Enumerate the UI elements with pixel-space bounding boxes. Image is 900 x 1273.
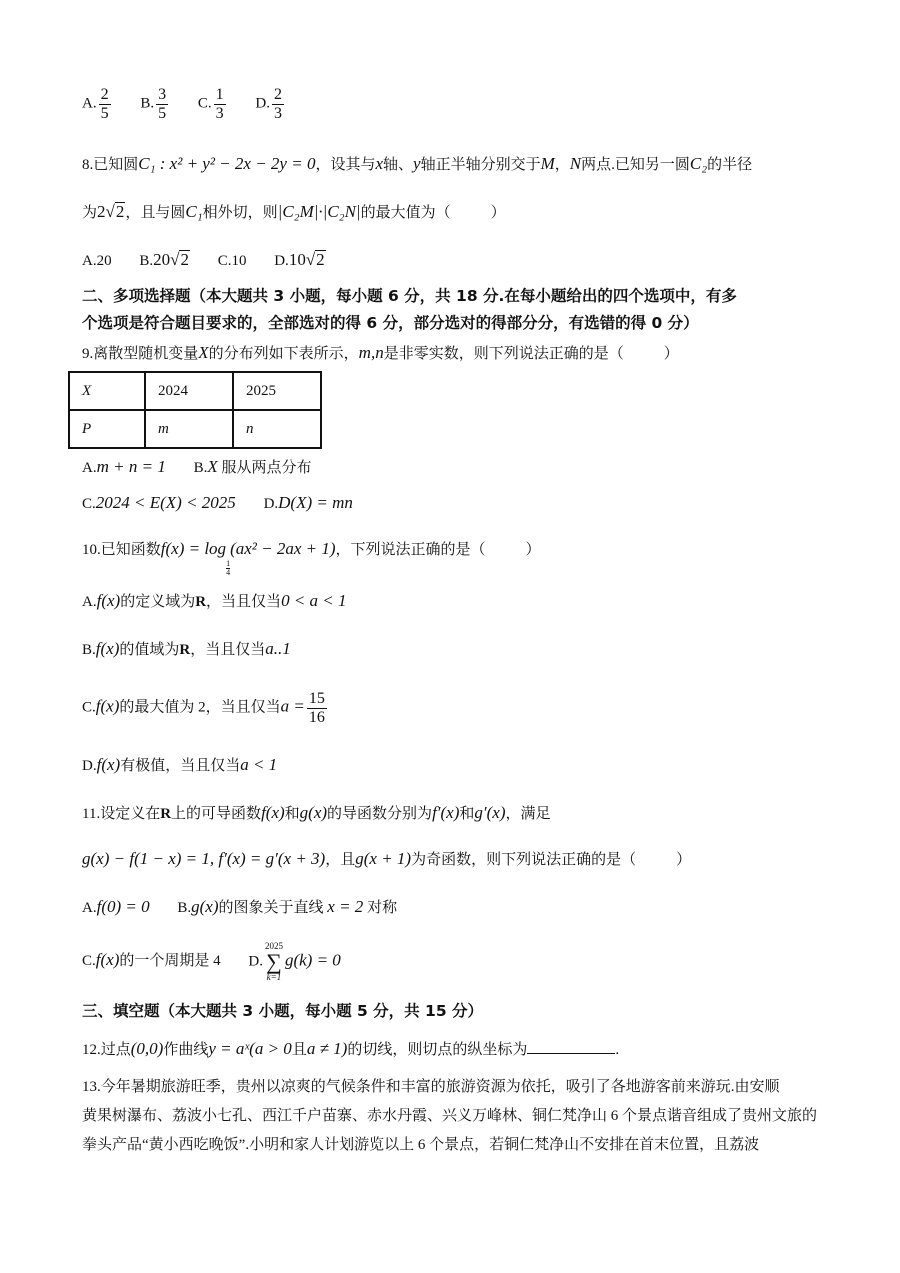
q7-option-a: A. $\frac{2}{5}$ bbox=[82, 86, 109, 122]
q7-option-c: C. $\frac{1}{3}$ bbox=[197, 86, 224, 122]
q11-option-b: B.g(x)的图象关于直线 x = 2 对称 bbox=[177, 897, 398, 916]
q9-stem: 9.离散型随机变量X的分布列如下表所示，m,n是非零实数，则下列说法正确的是（ ） bbox=[82, 343, 679, 362]
q7-option-b: B. $\frac{3}{5}$ bbox=[140, 86, 167, 122]
q11-options-ab bbox=[82, 898, 421, 916]
q8-option-b: B. 20 √ 2 bbox=[139, 250, 189, 269]
q10-option-c: C.f(x)的最大值为 2，当且仅当a = $\frac{15}{16}$ bbox=[82, 690, 325, 726]
distribution-table bbox=[68, 371, 322, 449]
q8-option-d: D. 10 √ 2 bbox=[274, 250, 325, 269]
q12-stem: 12.过点(0,0)作曲线y = aˣ(a > 0且a ≠ 1)的切线，则切点的纵坐标为 . bbox=[82, 1039, 620, 1058]
q8-options bbox=[82, 250, 350, 269]
table-cell: n bbox=[233, 410, 321, 448]
q9-option-d: D.D(X) = mn bbox=[263, 493, 353, 512]
section2-heading-line1: 二、多项选择题（本大题共 3 小题，每小题 6 分，共 18 分.在每小题给出的四个选项中，有多 bbox=[82, 287, 737, 305]
table-row bbox=[69, 410, 321, 448]
q10-option-b: B.f(x)的值域为R，当且仅当a..1 bbox=[82, 639, 291, 658]
table-cell: 2024 bbox=[145, 372, 233, 410]
q8-line1: 8.已知圆C₁ : x² + y² − 2x − 2y = 0，设其与x轴、y轴正半轴分别交于M，N两点.已知另一圆C₂的半径 bbox=[82, 154, 753, 173]
q10-option-a: A.f(x)的定义域为R，当且仅当0 < a < 1 bbox=[82, 591, 347, 610]
q11-option-c: C.f(x)的一个周期是 4 bbox=[82, 950, 221, 970]
q13-line1: 13.今年暑期旅游旺季，贵州以凉爽的气候条件和丰富的旅游资源为依托，吸引了各地游客前来游玩.由安顺 bbox=[82, 1079, 780, 1095]
q7-option-d: D. $\frac{2}{3}$ bbox=[255, 86, 282, 122]
q9-options-ab bbox=[82, 458, 336, 476]
q11-stem-line1: 11.设定义在R上的可导函数f(x)和g(x)的导函数分别为f′(x)和g′(x)，满足 bbox=[82, 803, 551, 822]
q13-line3: 拳头产品“黄小西吃晚饭”.小明和家人计划游览以上 6 个景点，若铜仁梵净山不安排在首末位置，且荔波 bbox=[82, 1137, 760, 1153]
q10-stem: 10.已知函数f(x) = log $\frac{1}{4}$ (ax² − 2ax + 1)，下列说法正确的是（ ） bbox=[82, 539, 541, 577]
table-cell: X bbox=[69, 372, 145, 410]
q9-option-c: C.2024 < E(X) < 2025 bbox=[82, 493, 236, 512]
q8-line2: 为 2 √ 2 ，且与圆C₁相外切，则|C₂M|·|C₂N|的最大值为（ ） bbox=[82, 202, 506, 221]
q9-option-a: A.m + n = 1 bbox=[82, 457, 166, 476]
q9-options-cd bbox=[82, 494, 377, 512]
answer-blank bbox=[527, 1053, 615, 1054]
section2-heading-line2: 个选项是符合题目要求的，全部选对的得 6 分，部分选对的得部分分，有选错的得 0 分） bbox=[82, 314, 699, 332]
q8-option-a: A.20 bbox=[82, 253, 112, 269]
table-cell: 2025 bbox=[233, 372, 321, 410]
q10-option-d: D.f(x)有极值，当且仅当a < 1 bbox=[82, 755, 278, 774]
q8-option-c: C.10 bbox=[217, 253, 247, 269]
q11-option-a: A.f(0) = 0 bbox=[82, 897, 150, 916]
table-row bbox=[69, 372, 321, 410]
q11-options-cd bbox=[82, 942, 365, 982]
q11-stem-line2: g(x) − f(1 − x) = 1, f′(x) = g′(x + 3)，且g(x + 1)为奇函数，则下列说法正确的是（ ） bbox=[82, 849, 692, 868]
q9-option-b: B.X 服从两点分布 bbox=[193, 457, 312, 476]
table-cell: P bbox=[69, 410, 145, 448]
table-cell: m bbox=[145, 410, 233, 448]
q13-line2: 黄果树瀑布、荔波小七孔、西江千户苗寨、赤水丹霞、兴义万峰林、铜仁梵净山 6 个景点谐音组成了贵州文旅的 bbox=[82, 1108, 818, 1124]
section3-heading: 三、填空题（本大题共 3 小题，每小题 5 分，共 15 分） bbox=[82, 1002, 484, 1020]
q11-option-d: D. 2025 ∑ k=1 g(k) = 0 bbox=[248, 941, 341, 982]
q7-options bbox=[82, 86, 310, 122]
summation-sign: 2025 ∑ k=1 bbox=[264, 941, 283, 982]
